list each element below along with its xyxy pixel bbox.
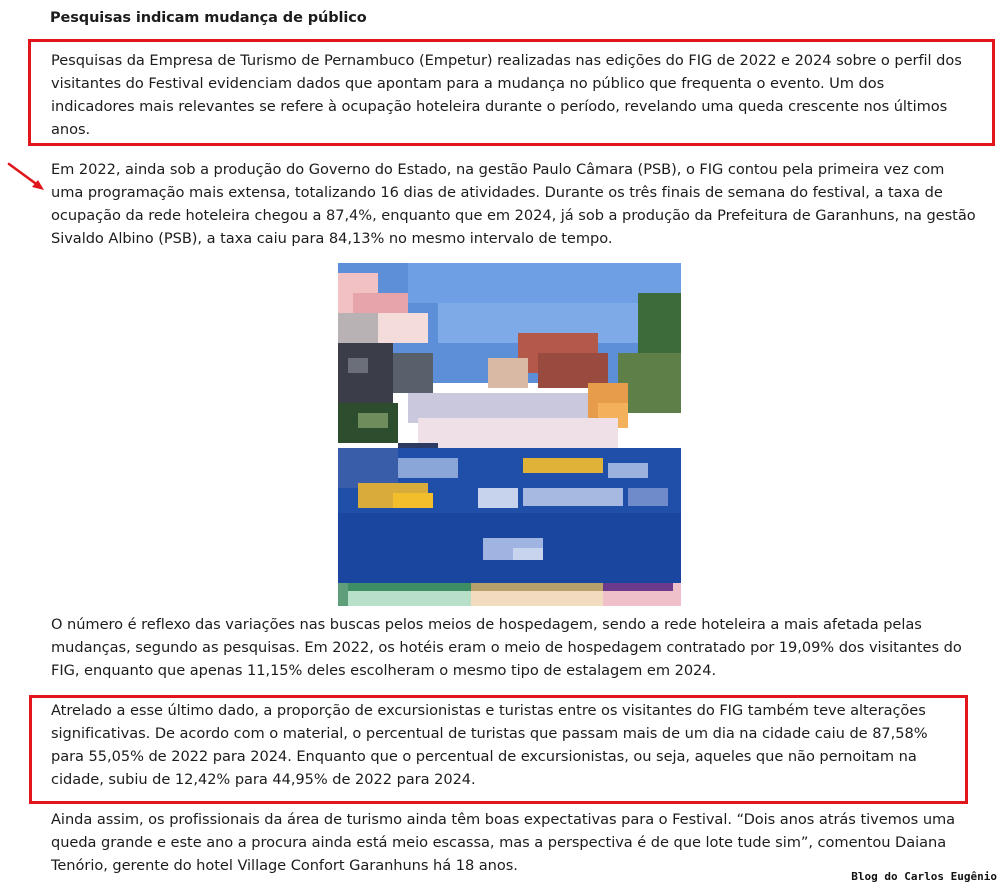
section-heading: Pesquisas indicam mudança de público — [50, 10, 367, 26]
red-arrow-icon — [6, 160, 48, 196]
pixelated-festival-photo — [338, 263, 681, 606]
paragraph-hotel-occupancy: Em 2022, ainda sob a produção do Governo do Estado, na gestão Paulo Câmara (PSB), o FIG contou pela primeira vez com uma programação mais extensa, totalizando 16 dias de atividades. Durante os três finais de semana do festival, a taxa de ocupação da rede hoteleira chegou a 87,4%, enquanto que em 2024, já sob a produção da Prefeitura de Garanhuns, na gestão Sivaldo Albino (PSB), a taxa caiu para 84,13% no mesmo intervalo de tempo. — [51, 161, 976, 247]
blog-watermark: Blog do Carlos Eugênio — [851, 870, 997, 883]
paragraph-expectations: Ainda assim, os profissionais da área de turismo ainda têm boas expectativas para o Festival. “Dois anos atrás tivemos uma queda grande e este ano a procura ainda está meio escassa, mas a perspectiva é de que lote tude sim”, comentou Daiana Tenório, gerente do hotel Village Confort Garanhuns há 18 anos. — [51, 811, 956, 874]
paragraph-lodging-variation: O número é reflexo das variações nas buscas pelos meios de hospedagem, sendo a rede hoteleira a mais afetada pelas mudanças, segundo as pesquisas. Em 2022, os hotéis eram o meio de hospedagem contratado por 19,09% dos visitantes do FIG, enquanto que apenas 11,15% deles escolheram o mesmo tipo de estalagem em 2024. — [51, 616, 962, 679]
paragraph-excursionists-tourists: Atrelado a esse último dado, a proporção de excursionistas e turistas entre os visitantes do FIG também teve alterações significativas. De acordo com o material, o percentual de turistas que passam mais de um dia na cidade caiu de 87,58% para 55,05% de 2022 para 2024. Enquanto que o percentual de excursionistas, ou seja, aqueles que não pernoitam na cidade, subiu de 12,42% para 44,95% de 2022 para 2024. — [51, 702, 928, 788]
paragraph-empetur-research: Pesquisas da Empresa de Turismo de Pernambuco (Empetur) realizadas nas edições do FIG de 2022 e 2024 sobre o perfil dos visitantes do Festival evidenciam dados que apontam para a mudança no público que frequenta o evento. Um dos indicadores mais relevantes se refere à ocupação hoteleira durante o período, revelando uma queda crescente nos últimos anos. — [51, 52, 962, 138]
